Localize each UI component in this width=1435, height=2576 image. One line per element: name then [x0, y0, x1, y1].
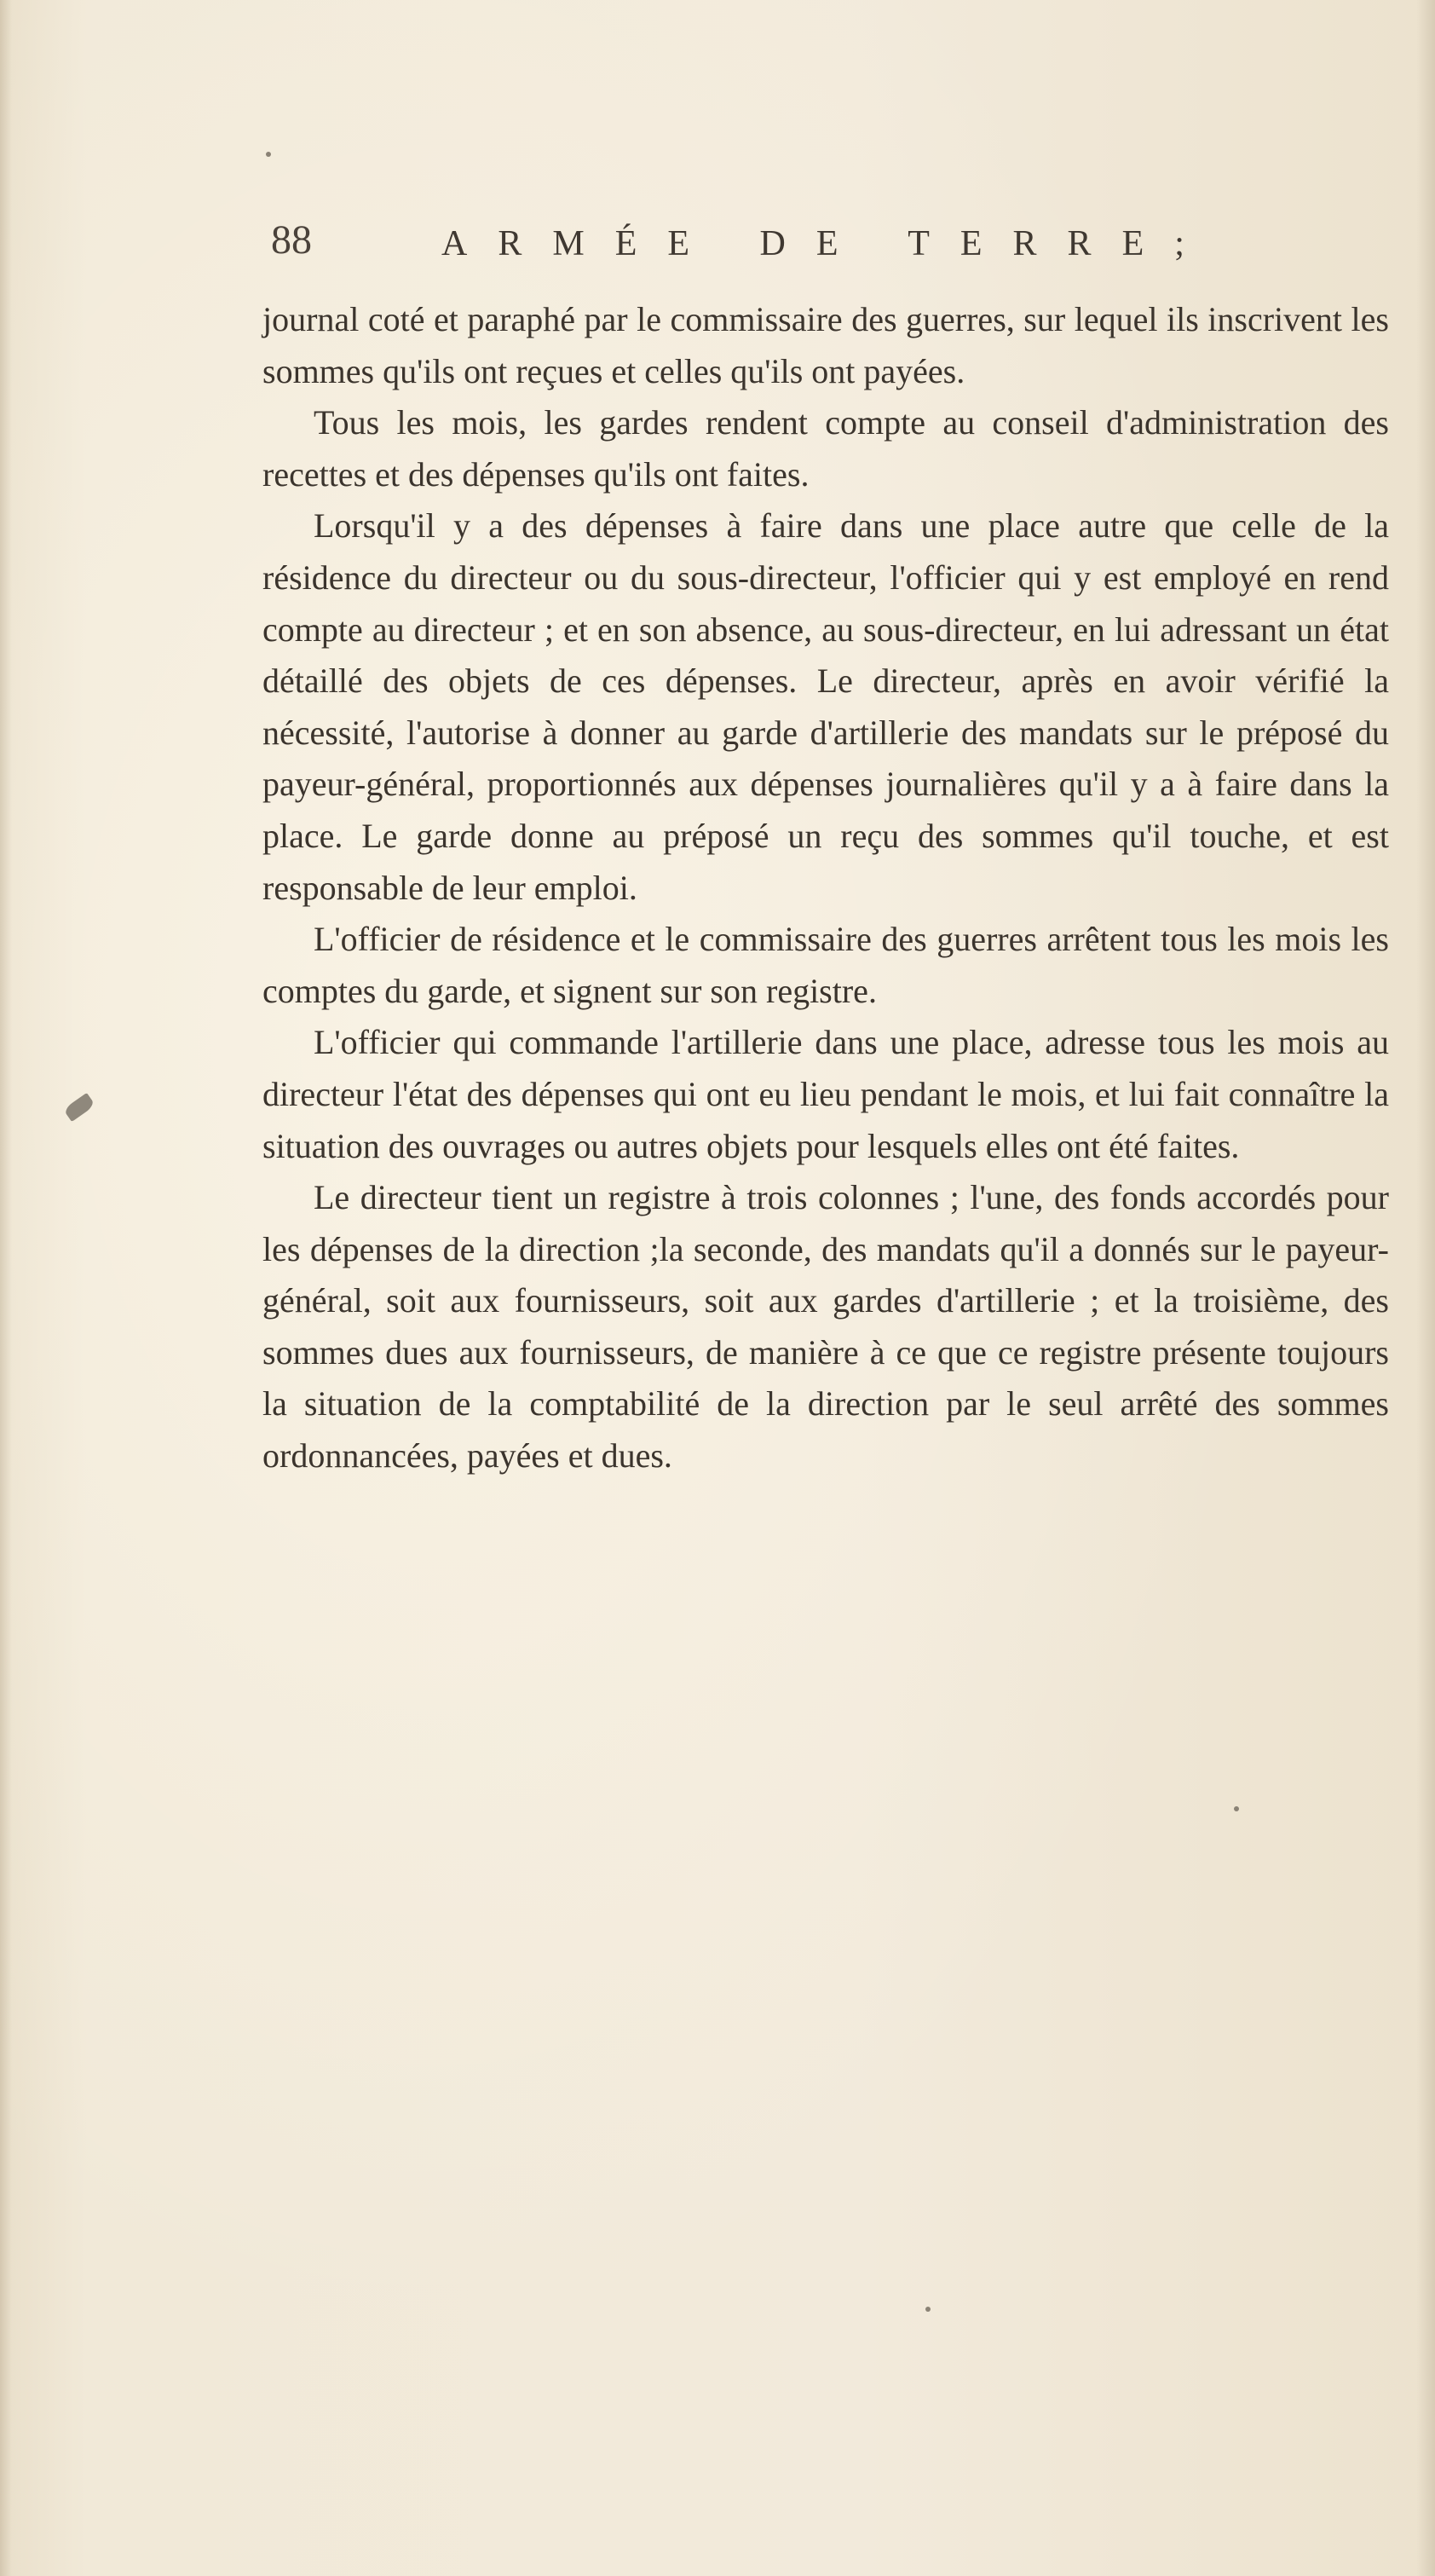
page-header [271, 215, 1396, 283]
running-title: ARMÉE DE TERRE; [441, 224, 1215, 263]
body-text [262, 294, 1389, 1482]
paragraph-5: L'officier qui commande l'artillerie dans une place, adresse tous les mois au directeur l'état des dépenses qui ont eu lieu pendant le mois, et lui fait connaître la situation des ouvrages ou autres objets pour lesquels elles ont été faites. [262, 1023, 1389, 1165]
paper-speck [925, 2307, 931, 2312]
paragraph-6: Le directeur tient un registre à trois colonnes ; l'une, des fonds accordés pour les dépenses de la direction ;la seconde, des mandats qu'il a donnés sur le payeur-général, soit aux fournisseurs, soit aux gardes d'artillerie ; et la troisième, des sommes dues aux fournisseurs, de manière à ce que ce registre présente toujours la situation de la comptabilité de la direction par le seul arrêté des sommes ordonnancées, payées et dues. [262, 1178, 1389, 1476]
paragraph-1: journal coté et paraphé par le commissaire des guerres, sur lequel ils inscrivent les sommes qu'ils ont reçues et celles qu'ils ont payées. [262, 300, 1389, 390]
paragraph-3: Lorsqu'il y a des dépenses à faire dans une place autre que celle de la résidence du directeur ou du sous-directeur, l'officier qui y est employé en rend compte au directeur ; et en son absence, au sous-directeur, en lui adressant un état détaillé des objets de ces dépenses. Le directeur, après en avoir vérifié la nécessité, l'autorise à donner au garde d'artillerie des mandats sur le préposé du payeur-général, proportionnés aux dépenses journalières qu'il y a à faire dans la place. Le garde donne au préposé un reçu des sommes qu'il touche, et est responsable de leur emploi. [262, 506, 1389, 907]
page-number: 88 [271, 217, 312, 263]
paper-speck [266, 152, 271, 157]
paragraph-2: Tous les mois, les gardes rendent compte au conseil d'administration des recettes et des dépenses qu'ils ont faites. [262, 403, 1389, 494]
paragraph-4: L'officier de résidence et le commissaire des guerres arrêtent tous les mois les comptes du garde, et signent sur son registre. [262, 920, 1389, 1010]
binding-shadow [1416, 0, 1435, 2576]
paper-speck [1234, 1806, 1239, 1811]
ink-mark [63, 1093, 95, 1122]
page-left-edge [0, 0, 12, 2576]
